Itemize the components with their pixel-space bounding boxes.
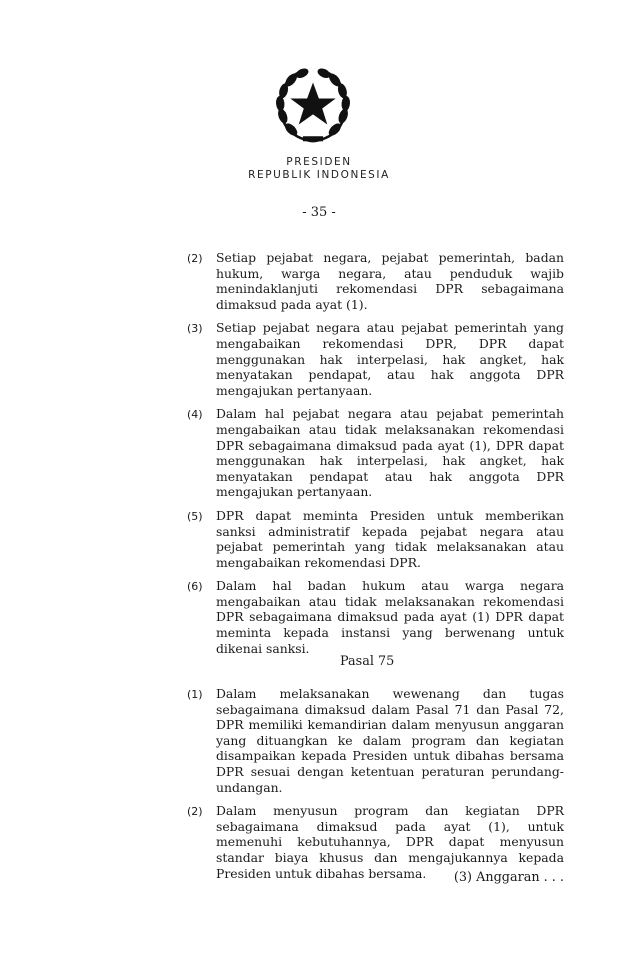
item-text: Setiap pejabat negara atau pejabat pemerintah yang mengabaikan rekomendasi DPR, DPR dapat menggunakan hak interpelasi, hak angket, hak menyatakan pendapat, atau hak anggota DPR mengajukan pertanyaan. bbox=[216, 320, 564, 398]
item-text: Dalam hal badan hukum atau warga negara mengabaikan atau tidak melaksanakan rekomendasi DPR sebagaimana dimaksud pada ayat (1) DPR dapat meminta kepada instansi yang berwenang untuk dikenai sanksi. bbox=[216, 578, 564, 656]
item-text: Dalam melaksanakan wewenang dan tugas sebagaimana dimaksud dalam Pasal 71 dan Pasal 72, DPR memiliki kemandirian dalam menyusun anggaran yang dituangkan ke dalam program dan kegiatan disampaikan kepada Presiden untuk dibahas bersama DPR sesuai dengan ketentuan peraturan perundang-undangan. bbox=[216, 686, 564, 795]
list-item bbox=[187, 578, 564, 656]
list-item bbox=[187, 508, 564, 570]
list-item bbox=[187, 320, 564, 398]
item-number: (5) bbox=[187, 509, 203, 523]
pasal-heading: Pasal 75 bbox=[340, 654, 395, 669]
item-number: (6) bbox=[187, 580, 203, 594]
header-title-line1: PRESIDEN bbox=[286, 156, 352, 168]
section1-list bbox=[187, 250, 564, 664]
section2-list bbox=[187, 686, 564, 889]
item-text: Dalam menyusun program dan kegiatan DPR sebagaimana dimaksud pada ayat (1), untuk memenuhi kebutuhannya, DPR dapat menyusun standar biaya khusus dan mengajukannya kepada Presiden untuk dibahas bersama. bbox=[216, 803, 564, 881]
list-item bbox=[187, 686, 564, 795]
item-text: DPR dapat meminta Presiden untuk memberikan sanksi administratif kepada pejabat negara atau pejabat pemerintah yang tidak melaksanakan atau mengabaikan rekomendasi DPR. bbox=[216, 507, 564, 570]
item-text: Dalam hal pejabat negara atau pejabat pemerintah mengabaikan atau tidak melaksanakan rekomendasi DPR sebagaimana dimaksud pada ayat (1), DPR dapat menggunakan hak interpelasi, hak angket, hak menyatakan pendapat atau hak anggota DPR mengajukan pertanyaan. bbox=[216, 406, 564, 500]
list-item bbox=[187, 406, 564, 500]
list-item bbox=[187, 250, 564, 312]
next-page-hint: (3) Anggaran . . . bbox=[453, 870, 564, 885]
item-number: (2) bbox=[187, 252, 203, 265]
garuda-star-wreath-emblem-icon bbox=[271, 64, 355, 148]
item-number: (2) bbox=[187, 805, 203, 819]
page-number: - 35 - bbox=[302, 205, 336, 220]
item-text: Setiap pejabat negara, pejabat pemerintah, badan hukum, warga negara, atau penduduk wajib menindaklanjuti rekomendasi DPR sebagaimana dimaksud pada ayat (1). bbox=[216, 250, 564, 312]
item-number: (3) bbox=[187, 322, 203, 336]
item-number: (1) bbox=[187, 688, 203, 701]
header-title-line2: REPUBLIK INDONESIA bbox=[248, 169, 390, 181]
item-number: (4) bbox=[187, 408, 203, 422]
